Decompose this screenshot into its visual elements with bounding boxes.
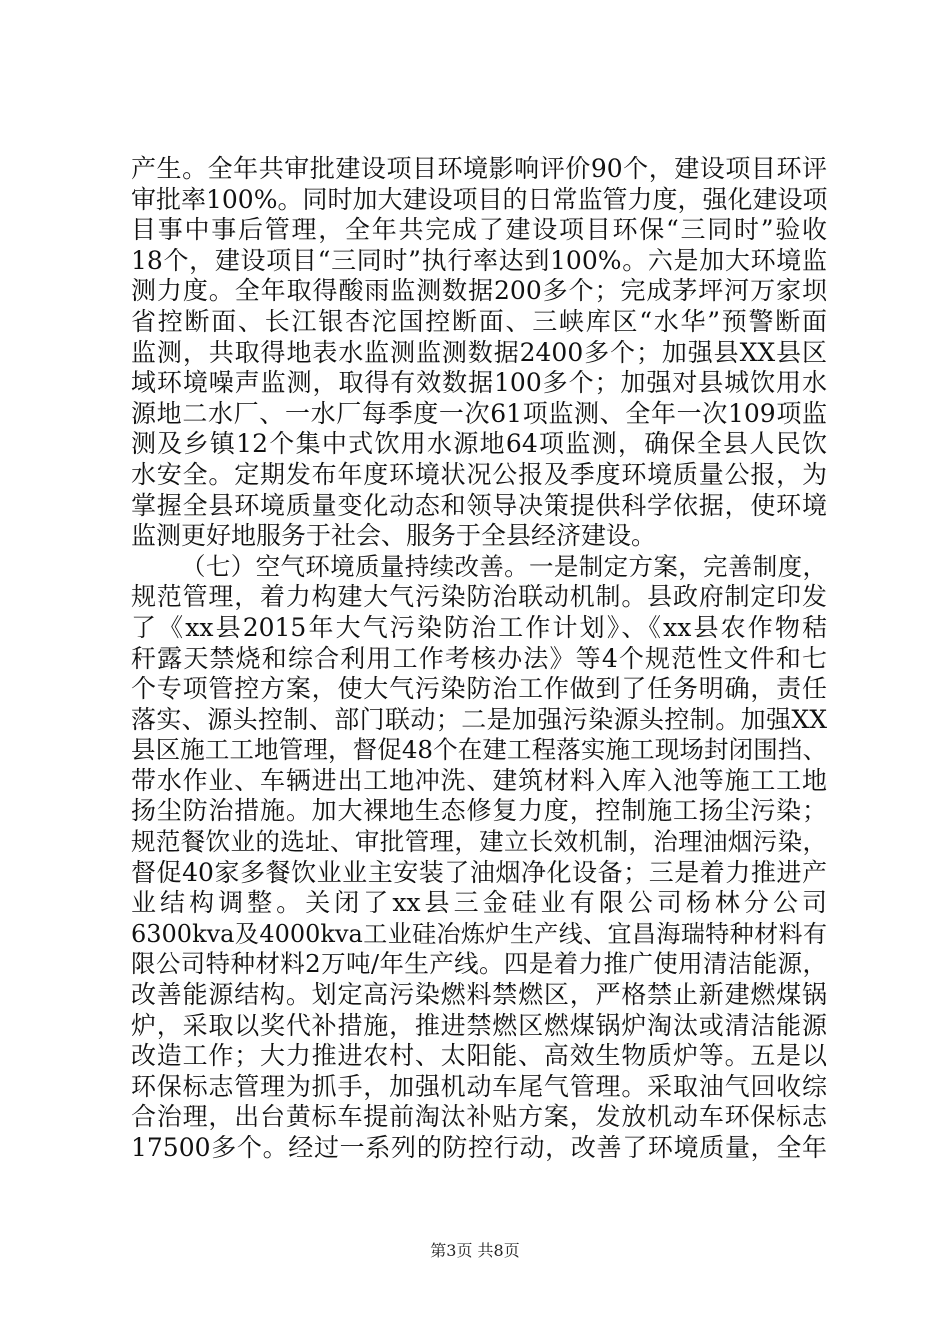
body-line: 测力度。全年取得酸雨监测数据200多个；完成茅坪河万家坝 [131, 276, 827, 306]
page-number-footer: 第3页 共8页 [430, 1241, 520, 1260]
body-line: 炉，采取以奖代补措施，推进禁燃区燃煤锅炉淘汰或清洁能源 [131, 1010, 827, 1040]
body-line: 督促40家多餐饮业业主安装了油烟净化设备；三是着力推进产 [131, 857, 827, 887]
body-line: 监测更好地服务于社会、服务于全县经济建设。 [131, 521, 657, 551]
body-line: 水安全。定期发布年度环境状况公报及季度环境质量公报，为 [131, 459, 827, 489]
body-line: 县区施工工地管理，督促48个在建工程落实施工现场封闭围挡、 [131, 735, 827, 765]
body-line: 环保标志管理为抓手，加强机动车尾气管理。采取油气回收综 [131, 1071, 827, 1101]
body-line: 17500多个。经过一系列的防控行动，改善了环境质量，全年 [131, 1133, 827, 1162]
body-line: 规范餐饮业的选址、审批管理，建立长效机制，治理油烟污染， [131, 827, 827, 857]
body-line: 产生。全年共审批建设项目环境影响评价90个，建设项目环评 [131, 154, 827, 183]
body-line: 业结构调整。关闭了xx县三金硅业有限公司杨林分公司 [131, 888, 827, 918]
body-line: 合治理，出台黄标车提前淘汰补贴方案，发放机动车环保标志 [131, 1102, 827, 1132]
body-line: 改善能源结构。划定高污染燃料禁燃区，严格禁止新建燃煤锅 [131, 980, 827, 1010]
body-line: 限公司特种材料2万吨/年生产线。四是着力推广使用清洁能源， [131, 949, 827, 979]
document-body [131, 154, 827, 1164]
body-line: 监测，共取得地表水监测监测数据2400多个；加强县XX县区 [131, 337, 827, 367]
body-line: 扬尘防治措施。加大裸地生态修复力度，控制施工扬尘污染； [131, 796, 827, 826]
body-line: 了《xx县2015年大气污染防治工作计划》、《xx县农作物秸 [131, 612, 827, 642]
body-line: 6300kva及4000kva工业硅冶炼炉生产线、宜昌海瑞特种材料有 [131, 919, 827, 948]
body-line: 改造工作；大力推进农村、太阳能、高效生物质炉等。五是以 [131, 1041, 827, 1071]
body-line: 掌握全县环境质量变化动态和领导决策提供科学依据，使环境 [131, 490, 827, 520]
body-line: 秆露天禁烧和综合利用工作考核办法》等4个规范性文件和七 [131, 643, 827, 673]
body-line: 带水作业、车辆进出工地冲洗、建筑材料入库入池等施工工地 [131, 765, 827, 795]
body-line: 源地二水厂、一水厂每季度一次61项监测、全年一次109项监 [131, 398, 827, 428]
section-heading-line: （七）空气环境质量持续改善。一是制定方案，完善制度， [181, 551, 827, 581]
body-line: 域环境噪声监测，取得有效数据100多个；加强对县城饮用水 [131, 368, 827, 398]
body-line: 目事中事后管理，全年共完成了建设项目环保“三同时”验收 [131, 215, 827, 245]
body-line: 测及乡镇12个集中式饮用水源地64项监测，确保全县人民饮 [131, 429, 827, 459]
body-line: 规范管理，着力构建大气污染防治联动机制。县政府制定印发 [131, 582, 827, 612]
body-line: 个专项管控方案，使大气污染防治工作做到了任务明确，责任 [131, 674, 827, 704]
body-line: 省控断面、长江银杏沱国控断面、三峡库区“水华”预警断面 [131, 306, 827, 336]
body-line: 审批率100%。同时加大建设项目的日常监管力度，强化建设项 [131, 184, 827, 214]
body-line: 落实、源头控制、部门联动；二是加强污染源头控制。加强XX [131, 704, 827, 734]
body-line: 18个，建设项目“三同时”执行率达到100%。六是加大环境监 [131, 245, 827, 275]
